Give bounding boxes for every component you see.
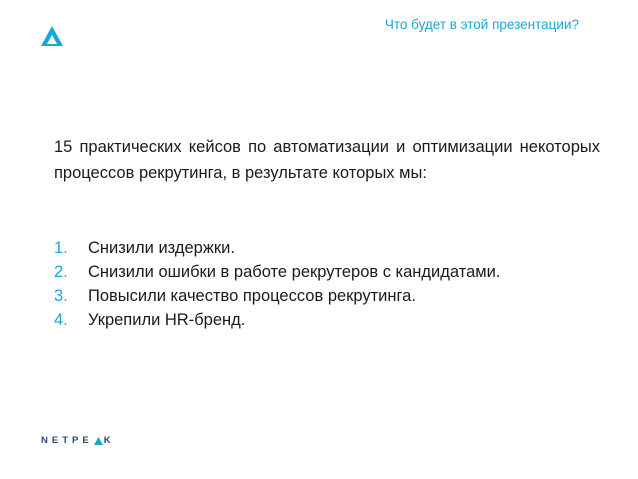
results-list [54,236,600,332]
slide-title: Что будет в этой презентации? [384,17,579,32]
list-text: Укрепили HR-бренд. [88,311,246,329]
intro-paragraph: 15 практических кейсов по автоматизации и оптимизации некоторых процессов рекрутинга, в результате которых мы: [54,138,600,182]
list-text: Снизили издержки. [88,239,235,257]
list-item [54,236,600,260]
brand-left: NETPE [41,435,93,446]
list-item [54,308,600,332]
list-number: 2. [54,263,68,281]
list-text: Повысили качество процессов рекрутинга. [88,287,416,305]
list-number: 1. [54,239,68,257]
list-text: Снизили ошибки в работе рекрутеров с кандидатами. [88,263,501,281]
list-item [54,284,600,308]
netpeak-footer-logo [41,435,115,446]
brand-triangle-icon [94,437,103,445]
list-number: 3. [54,287,68,305]
netpeak-triangle-icon [41,26,63,46]
list-number: 4. [54,311,68,329]
brand-right: K [103,435,115,446]
list-item [54,260,600,284]
